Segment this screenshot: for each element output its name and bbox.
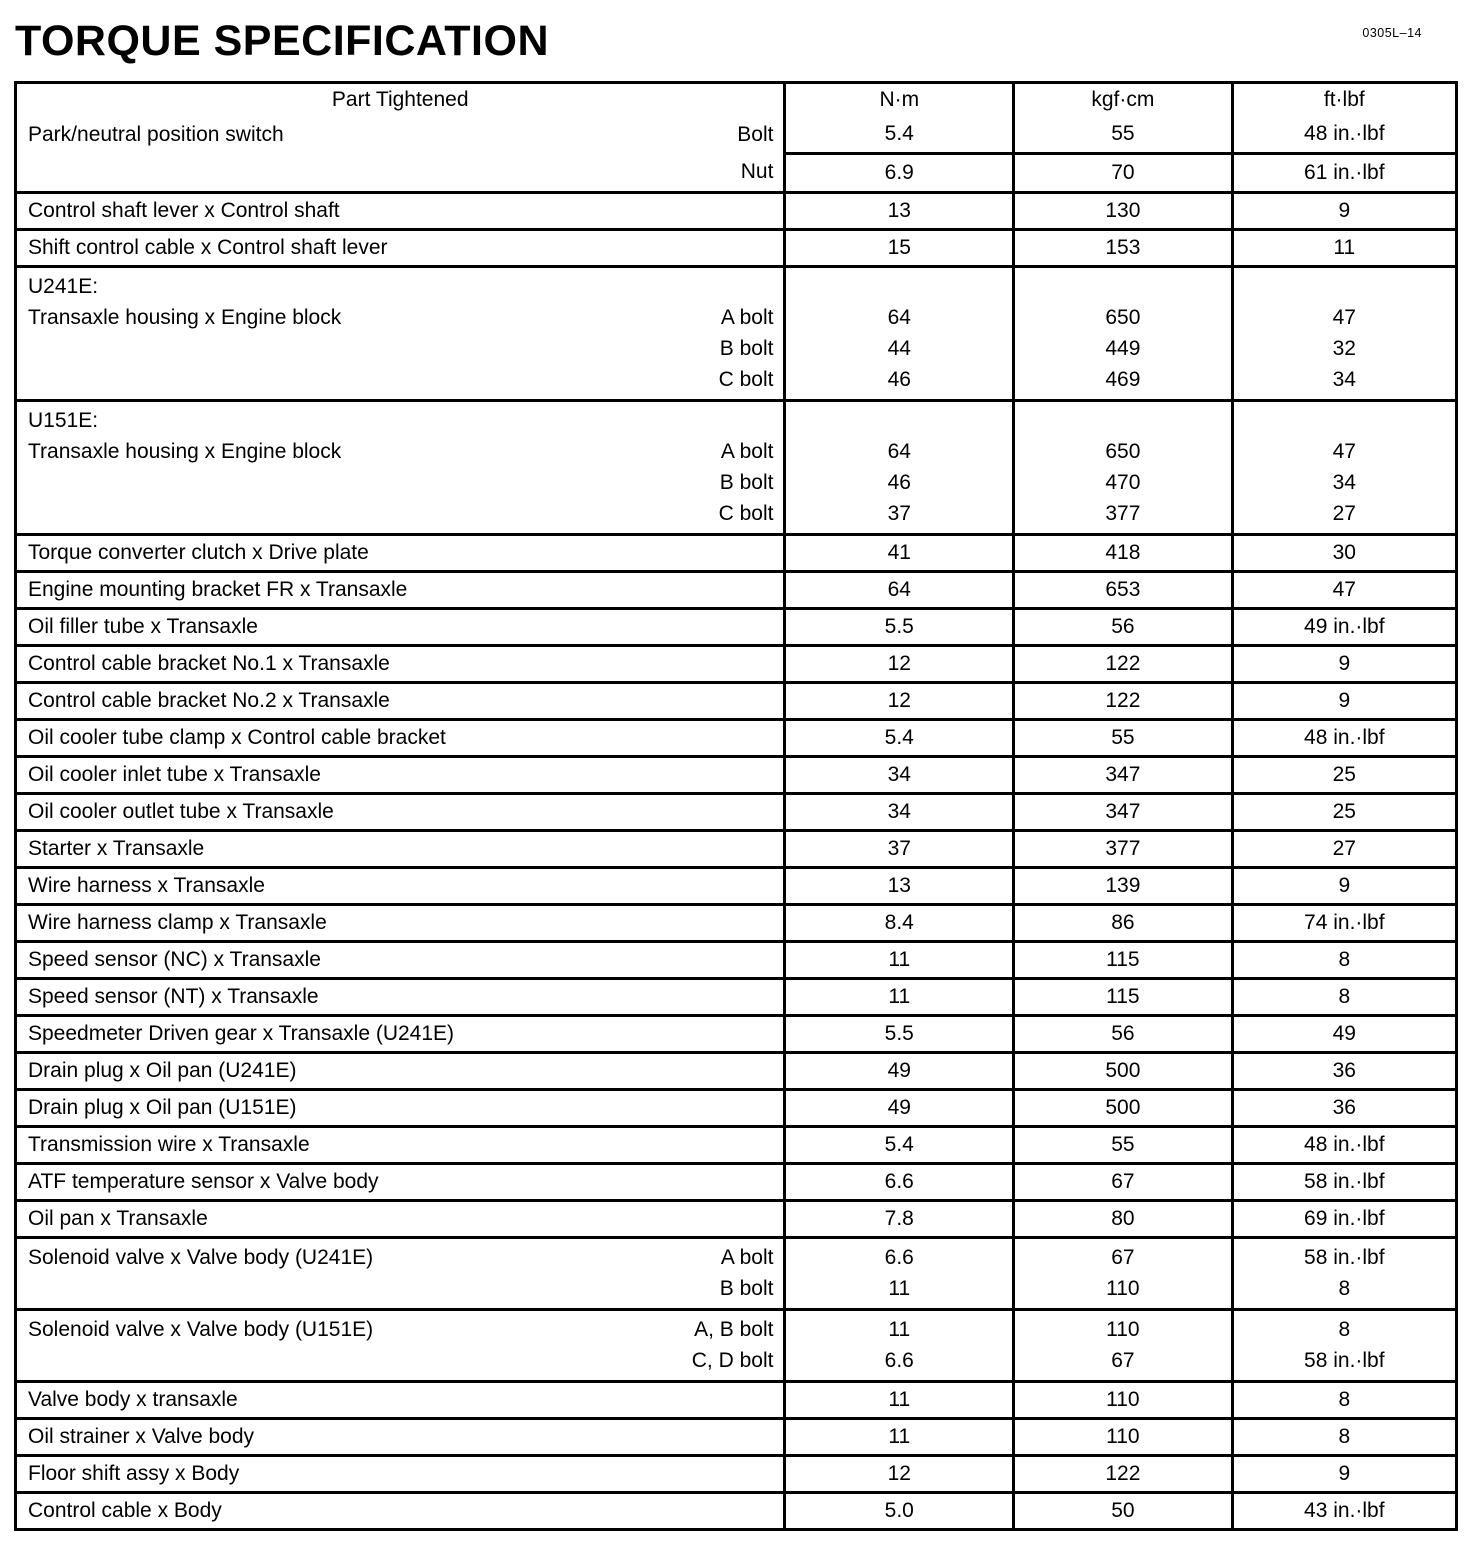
header-ftlbf: ft·lbf xyxy=(1231,84,1455,116)
part-name: Control cable bracket No.2 x Transaxle xyxy=(28,689,390,712)
value-cell: 49 xyxy=(783,1054,1012,1088)
value-line: 8 xyxy=(1338,1317,1351,1341)
table-row xyxy=(17,1051,1455,1088)
value-line: 58 in.·lbf xyxy=(1304,1245,1385,1269)
value-cell: 8 xyxy=(1231,943,1455,977)
table-row xyxy=(17,866,1455,903)
value-cell xyxy=(783,402,1012,533)
value-line: 110 xyxy=(1106,1276,1140,1300)
part-name: Starter x Transaxle xyxy=(28,837,205,860)
value-cell xyxy=(1231,1311,1455,1380)
part-name: Wire harness clamp x Transaxle xyxy=(28,911,327,934)
value-cell: 7.8 xyxy=(783,1202,1012,1236)
value-line: 47 xyxy=(1332,439,1356,463)
value-cell: 139 xyxy=(1012,869,1231,903)
part-name: Transaxle housing x Engine block xyxy=(28,305,342,329)
value-line: 61 in.·lbf xyxy=(1234,152,1455,191)
table-row xyxy=(17,1162,1455,1199)
page-title: TORQUE SPECIFICATION xyxy=(15,17,549,65)
value-cell: 122 xyxy=(1012,647,1231,681)
part-line xyxy=(17,1273,783,1304)
value-cell: 47 xyxy=(1231,573,1455,607)
part-cell xyxy=(17,610,783,644)
part-line xyxy=(17,498,783,529)
value-line: 37 xyxy=(887,501,911,525)
part-cell xyxy=(17,684,783,718)
value-cell: 11 xyxy=(783,1383,1012,1417)
value-cell: 11 xyxy=(1231,231,1455,265)
table-row xyxy=(17,829,1455,866)
table-row xyxy=(17,903,1455,940)
value-cell: 500 xyxy=(1012,1054,1231,1088)
table-row xyxy=(17,792,1455,829)
value-cell: 64 xyxy=(783,573,1012,607)
part-cell xyxy=(17,906,783,940)
value-cell: 27 xyxy=(1231,832,1455,866)
table-row xyxy=(17,681,1455,718)
fastener-label: B bolt xyxy=(719,1276,774,1300)
value-line: 27 xyxy=(1332,501,1356,525)
value-cell: 25 xyxy=(1231,795,1455,829)
fastener-label: A bolt xyxy=(720,439,774,463)
value-cell: 11 xyxy=(783,943,1012,977)
value-cell xyxy=(1231,1239,1455,1308)
part-name: Control shaft lever x Control shaft xyxy=(28,199,340,222)
value-cell: 48 in.·lbf xyxy=(1231,721,1455,755)
part-name: Speed sensor (NC) x Transaxle xyxy=(28,948,321,971)
value-cell: 49 xyxy=(1231,1017,1455,1051)
value-cell: 55 xyxy=(1012,721,1231,755)
value-cell: 36 xyxy=(1231,1091,1455,1125)
header-kgfcm: kgf·cm xyxy=(1012,84,1231,116)
table-row xyxy=(17,1380,1455,1417)
value-cell: 86 xyxy=(1012,906,1231,940)
value-cell: 5.5 xyxy=(783,610,1012,644)
value-cell: 9 xyxy=(1231,194,1455,228)
value-line: 8 xyxy=(1338,1276,1351,1300)
part-cell xyxy=(17,194,783,228)
value-cell: 8.4 xyxy=(783,906,1012,940)
table-row xyxy=(17,607,1455,644)
value-cell: 12 xyxy=(783,684,1012,718)
part-line xyxy=(17,154,783,192)
value-line: 46 xyxy=(887,367,911,391)
table-row xyxy=(17,1014,1455,1051)
value-cell: 55 xyxy=(1012,1128,1231,1162)
part-cell xyxy=(17,869,783,903)
value-cell: 34 xyxy=(783,758,1012,792)
value-cell: 5.4 xyxy=(783,721,1012,755)
part-name: Floor shift assy x Body xyxy=(28,1462,240,1485)
part-line xyxy=(17,364,783,395)
value-cell xyxy=(1012,1311,1231,1380)
value-cell: 115 xyxy=(1012,943,1231,977)
value-cell: 13 xyxy=(783,869,1012,903)
part-line xyxy=(17,302,783,333)
value-line: 32 xyxy=(1332,336,1356,360)
table-row xyxy=(17,1199,1455,1236)
table-row xyxy=(17,1125,1455,1162)
part-cell xyxy=(17,536,783,570)
part-cell xyxy=(17,1457,783,1491)
header-part-tightened: Part Tightened xyxy=(331,88,469,111)
value-line: 5.4 xyxy=(884,122,914,145)
table-header-row xyxy=(17,84,1455,116)
part-cell xyxy=(17,832,783,866)
part-name: Speed sensor (NT) x Transaxle xyxy=(28,985,319,1008)
part-name: Drain plug x Oil pan (U241E) xyxy=(28,1059,297,1082)
part-name: Oil cooler outlet tube x Transaxle xyxy=(28,800,334,823)
table-row xyxy=(17,1491,1455,1528)
part-name: Transmission wire x Transaxle xyxy=(28,1133,310,1156)
part-cell xyxy=(17,1017,783,1051)
value-cell: 9 xyxy=(1231,869,1455,903)
part-name: Wire harness x Transaxle xyxy=(28,874,265,897)
part-cell xyxy=(17,1165,783,1199)
fastener-label: C bolt xyxy=(718,501,774,525)
value-cell: 9 xyxy=(1231,647,1455,681)
part-cell xyxy=(17,1311,783,1380)
part-line xyxy=(17,1242,783,1273)
value-cell: 69 in.·lbf xyxy=(1231,1202,1455,1236)
value-cell: 58 in.·lbf xyxy=(1231,1165,1455,1199)
value-line: 44 xyxy=(887,336,911,360)
part-name: Drain plug x Oil pan (U151E) xyxy=(28,1096,297,1119)
value-cell: 115 xyxy=(1012,980,1231,1014)
part-name: Engine mounting bracket FR x Transaxle xyxy=(28,578,408,601)
value-cell: 11 xyxy=(783,1420,1012,1454)
table-row xyxy=(17,570,1455,607)
header-nm: N·m xyxy=(783,84,1012,116)
page xyxy=(0,17,1472,1565)
value-line: 64 xyxy=(887,305,911,329)
table-row xyxy=(17,533,1455,570)
value-cell: 8 xyxy=(1231,980,1455,1014)
value-line: 6.9 xyxy=(786,152,1012,191)
value-line: 650 xyxy=(1105,439,1141,463)
part-name: Solenoid valve x Valve body (U241E) xyxy=(28,1245,374,1269)
part-cell xyxy=(17,943,783,977)
part-cell xyxy=(17,1494,783,1528)
part-name: Shift control cable x Control shaft lever xyxy=(28,236,388,259)
value-line: 650 xyxy=(1105,305,1141,329)
table-row xyxy=(17,1088,1455,1125)
value-cell: 30 xyxy=(1231,536,1455,570)
table-row xyxy=(17,191,1455,228)
part-name: Transaxle housing x Engine block xyxy=(28,439,342,463)
part-name: Park/neutral position switch xyxy=(28,122,284,146)
value-cell: 418 xyxy=(1012,536,1231,570)
value-cell: 50 xyxy=(1012,1494,1231,1528)
part-cell xyxy=(17,721,783,755)
value-cell: 110 xyxy=(1012,1420,1231,1454)
value-line xyxy=(1238,271,1451,302)
model-heading: U241E: xyxy=(28,274,99,298)
table-row xyxy=(17,116,1455,191)
value-cell: 12 xyxy=(783,1457,1012,1491)
value-line: 64 xyxy=(887,439,911,463)
part-cell xyxy=(17,795,783,829)
table-row xyxy=(17,718,1455,755)
value-cell: 122 xyxy=(1012,684,1231,718)
value-cell: 153 xyxy=(1012,231,1231,265)
part-cell xyxy=(17,1128,783,1162)
table-row xyxy=(17,1417,1455,1454)
value-cell: 11 xyxy=(783,980,1012,1014)
value-cell: 5.0 xyxy=(783,1494,1012,1528)
fastener-label: B bolt xyxy=(719,470,774,494)
value-cell: 36 xyxy=(1231,1054,1455,1088)
table-row xyxy=(17,399,1455,533)
part-line xyxy=(17,1345,783,1376)
value-line: 470 xyxy=(1105,470,1141,494)
value-line: 55 xyxy=(1111,122,1135,145)
part-line xyxy=(17,467,783,498)
value-cell: 15 xyxy=(783,231,1012,265)
part-line xyxy=(17,405,783,436)
part-name: Speedmeter Driven gear x Transaxle (U241E) xyxy=(28,1022,455,1045)
value-cell xyxy=(783,1239,1012,1308)
table-row xyxy=(17,228,1455,265)
part-cell xyxy=(17,573,783,607)
part-name: Torque converter clutch x Drive plate xyxy=(28,541,369,564)
value-cell: 347 xyxy=(1012,758,1231,792)
document-code: 0305L–14 xyxy=(1362,26,1422,40)
value-cell: 5.4 xyxy=(783,1128,1012,1162)
fastener-label: B bolt xyxy=(719,336,774,360)
fastener-label: Bolt xyxy=(737,122,774,146)
value-cell xyxy=(783,116,1012,191)
table-row xyxy=(17,940,1455,977)
fastener-label: C, D bolt xyxy=(691,1348,774,1372)
value-cell xyxy=(1012,1239,1231,1308)
value-line: 48 in.·lbf xyxy=(1304,122,1385,145)
value-cell: 347 xyxy=(1012,795,1231,829)
value-cell xyxy=(1012,268,1231,399)
fastener-label: A, B bolt xyxy=(694,1317,774,1341)
value-line xyxy=(1019,271,1227,302)
value-cell xyxy=(1012,402,1231,533)
value-line: 67 xyxy=(1111,1245,1135,1269)
value-cell: 377 xyxy=(1012,832,1231,866)
table-row xyxy=(17,755,1455,792)
value-cell xyxy=(1231,116,1455,191)
model-heading: U151E: xyxy=(28,408,99,432)
part-name: Oil pan x Transaxle xyxy=(28,1207,208,1230)
fastener-label: A bolt xyxy=(720,305,774,329)
part-cell xyxy=(17,1091,783,1125)
value-line: 469 xyxy=(1105,367,1141,391)
part-line xyxy=(17,1314,783,1345)
part-line xyxy=(17,436,783,467)
value-cell: 41 xyxy=(783,536,1012,570)
value-cell: 74 in.·lbf xyxy=(1231,906,1455,940)
part-name: Oil filler tube x Transaxle xyxy=(28,615,258,638)
value-line: 6.6 xyxy=(884,1348,914,1372)
fastener-label: A bolt xyxy=(720,1245,774,1269)
value-line xyxy=(1238,405,1451,436)
value-cell xyxy=(783,268,1012,399)
value-cell: 9 xyxy=(1231,684,1455,718)
value-cell: 122 xyxy=(1012,1457,1231,1491)
part-cell xyxy=(17,980,783,1014)
value-line: 34 xyxy=(1332,470,1356,494)
fastener-label: Nut xyxy=(740,160,774,184)
value-line: 70 xyxy=(1015,152,1231,191)
table-row xyxy=(17,265,1455,399)
part-cell xyxy=(17,1420,783,1454)
value-cell: 48 in.·lbf xyxy=(1231,1128,1455,1162)
value-cell: 653 xyxy=(1012,573,1231,607)
value-cell: 8 xyxy=(1231,1420,1455,1454)
value-cell: 12 xyxy=(783,647,1012,681)
value-cell xyxy=(783,1311,1012,1380)
part-cell xyxy=(17,758,783,792)
table-row xyxy=(17,1236,1455,1308)
part-name: Oil cooler inlet tube x Transaxle xyxy=(28,763,321,786)
table-body xyxy=(17,116,1455,1528)
value-cell: 8 xyxy=(1231,1383,1455,1417)
part-cell xyxy=(17,402,783,533)
part-cell xyxy=(17,647,783,681)
value-cell: 130 xyxy=(1012,194,1231,228)
part-cell xyxy=(17,1239,783,1308)
value-cell: 9 xyxy=(1231,1457,1455,1491)
value-cell: 13 xyxy=(783,194,1012,228)
value-cell: 500 xyxy=(1012,1091,1231,1125)
value-cell: 5.5 xyxy=(783,1017,1012,1051)
value-cell: 110 xyxy=(1012,1383,1231,1417)
value-line: 67 xyxy=(1111,1348,1135,1372)
value-line: 34 xyxy=(1332,367,1356,391)
part-line xyxy=(17,333,783,364)
value-line: 449 xyxy=(1105,336,1141,360)
part-line xyxy=(17,271,783,302)
value-line: 11 xyxy=(888,1276,911,1300)
value-cell: 34 xyxy=(783,795,1012,829)
part-name: Oil cooler tube clamp x Control cable bracket xyxy=(28,726,446,749)
part-name: ATF temperature sensor x Valve body xyxy=(28,1170,379,1193)
value-line: 58 in.·lbf xyxy=(1304,1348,1385,1372)
value-cell: 80 xyxy=(1012,1202,1231,1236)
value-cell xyxy=(1231,268,1455,399)
part-cell xyxy=(17,1202,783,1236)
part-cell xyxy=(17,268,783,399)
part-name: Control cable x Body xyxy=(28,1499,222,1522)
value-cell: 56 xyxy=(1012,610,1231,644)
part-line xyxy=(17,116,783,154)
part-cell xyxy=(17,116,783,191)
value-line xyxy=(790,271,1008,302)
value-cell: 43 in.·lbf xyxy=(1231,1494,1455,1528)
part-name: Solenoid valve x Valve body (U151E) xyxy=(28,1317,374,1341)
value-line: 11 xyxy=(888,1317,911,1341)
value-cell: 25 xyxy=(1231,758,1455,792)
value-cell xyxy=(1012,116,1231,191)
part-name: Valve body x transaxle xyxy=(28,1388,238,1411)
value-line: 377 xyxy=(1105,501,1141,525)
value-line xyxy=(790,405,1008,436)
value-line: 47 xyxy=(1332,305,1356,329)
part-cell xyxy=(17,231,783,265)
value-cell: 49 in.·lbf xyxy=(1231,610,1455,644)
torque-table xyxy=(14,81,1458,1531)
value-line: 110 xyxy=(1106,1317,1140,1341)
part-cell xyxy=(17,1383,783,1417)
table-row xyxy=(17,1308,1455,1380)
table-row xyxy=(17,977,1455,1014)
value-line: 6.6 xyxy=(884,1245,914,1269)
table-row xyxy=(17,644,1455,681)
part-cell xyxy=(17,1054,783,1088)
value-cell: 37 xyxy=(783,832,1012,866)
value-cell xyxy=(1231,402,1455,533)
value-line xyxy=(1019,405,1227,436)
value-cell: 56 xyxy=(1012,1017,1231,1051)
part-name: Oil strainer x Valve body xyxy=(28,1425,255,1448)
fastener-label: C bolt xyxy=(718,367,774,391)
value-cell: 67 xyxy=(1012,1165,1231,1199)
value-cell: 49 xyxy=(783,1091,1012,1125)
part-name: Control cable bracket No.1 x Transaxle xyxy=(28,652,390,675)
value-line: 46 xyxy=(887,470,911,494)
value-cell: 6.6 xyxy=(783,1165,1012,1199)
table-row xyxy=(17,1454,1455,1491)
